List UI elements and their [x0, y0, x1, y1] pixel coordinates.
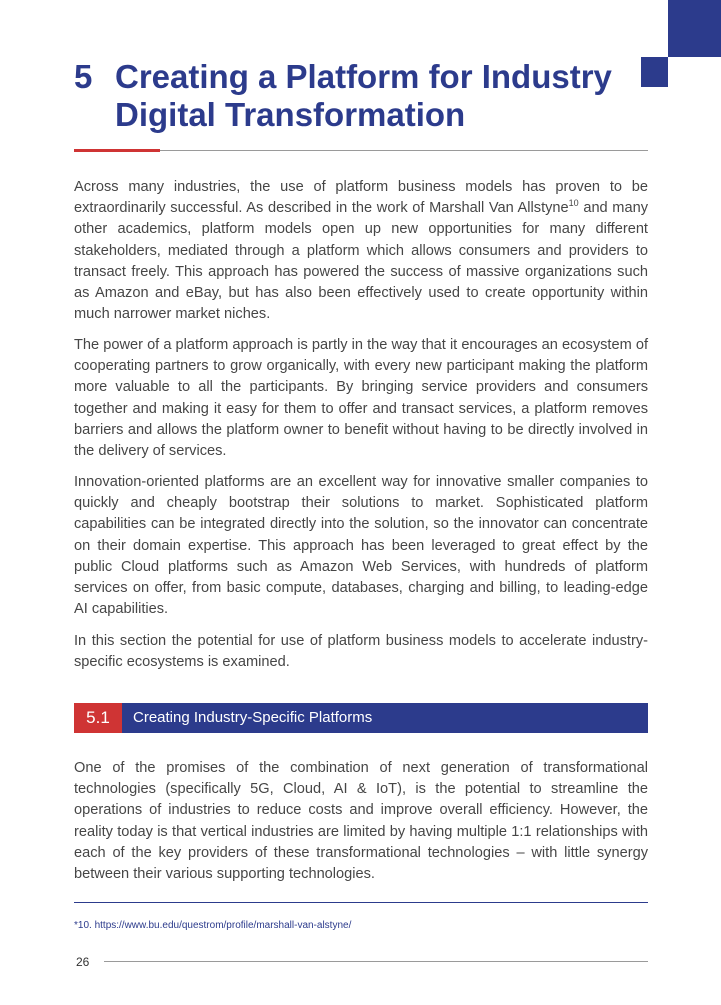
paragraph-3: Innovation-oriented platforms are an excellent way for innovative smaller companies to quickly and cheaply bootstrap their solutions to market. Sophisticated platform capabilities can be integrated directly into the solution, so the innovator can concentrate on their domain expertise. This approach has been leveraged to great effect by the public Cloud platforms such as Amazon Web Services, with hundreds of platform services on offer, from basic compute, databases, charging and billing, to leading-edge AI capabilities. — [74, 474, 648, 618]
footnote: *10. https://www.bu.edu/questrom/profile/marshall-van-alstyne/ — [74, 920, 352, 931]
chapter-title-line1: Creating a Platform for Industry — [115, 58, 612, 95]
paragraph-4: In this section the potential for use of platform business models to accelerate industry-specific ecosystems is examined. — [74, 633, 648, 671]
paragraph-1-text-start: Across many industries, the use of platform business models has proven to be extraordinarily successful. As described in the work of Marshall Van Allstyne — [74, 179, 648, 217]
section-number: 5.1 — [74, 703, 122, 733]
paragraph-2: The power of a platform approach is partly in the way that it encourages an ecosystem of cooperating partners to grow organically, with every new participant making the platform more valuable to all the participants. By bringing service providers and consumers together and making it easy for them to offer and transact services, a platform removes barriers and allows the platform owner to benefit without having to be directly involved in the delivery of services. — [74, 337, 648, 460]
title-divider — [74, 150, 648, 151]
chapter-title — [74, 58, 634, 134]
footer-divider — [104, 961, 648, 962]
chapter-number: 5 — [74, 58, 93, 95]
footnote-divider — [74, 902, 648, 903]
corner-decoration-small — [641, 57, 668, 87]
section-heading-bar — [74, 703, 648, 733]
chapter-title-line2: Digital Transformation — [115, 96, 466, 133]
title-divider-accent — [74, 149, 160, 152]
section-title: Creating Industry-Specific Platforms — [133, 709, 373, 726]
corner-decoration-large — [668, 0, 721, 57]
paragraph-1-text-end: and many other academics, platform models open up new opportunities for many different stakeholders, mediated through a platform which allows consumers and providers to transact freely. This approach has powered the success of massive organizations such as Amazon and eBay, but has also been effectively used to create opportunity within much narrower market niches. — [74, 200, 648, 323]
page-number: 26 — [76, 955, 90, 969]
paragraph-5: One of the promises of the combination of next generation of transformational technologies (specifically 5G, Cloud, AI & IoT), is the potential to streamline the operations of industries to reduce costs and improve overall efficiency. However, the reality today is that vertical industries are limited by having multiple 1:1 relationships with each of the key providers of these transformational technologies – with little synergy between their various supporting technologies. — [74, 760, 648, 883]
paragraph-1 — [74, 177, 648, 325]
footnote-reference: 10 — [568, 198, 579, 209]
